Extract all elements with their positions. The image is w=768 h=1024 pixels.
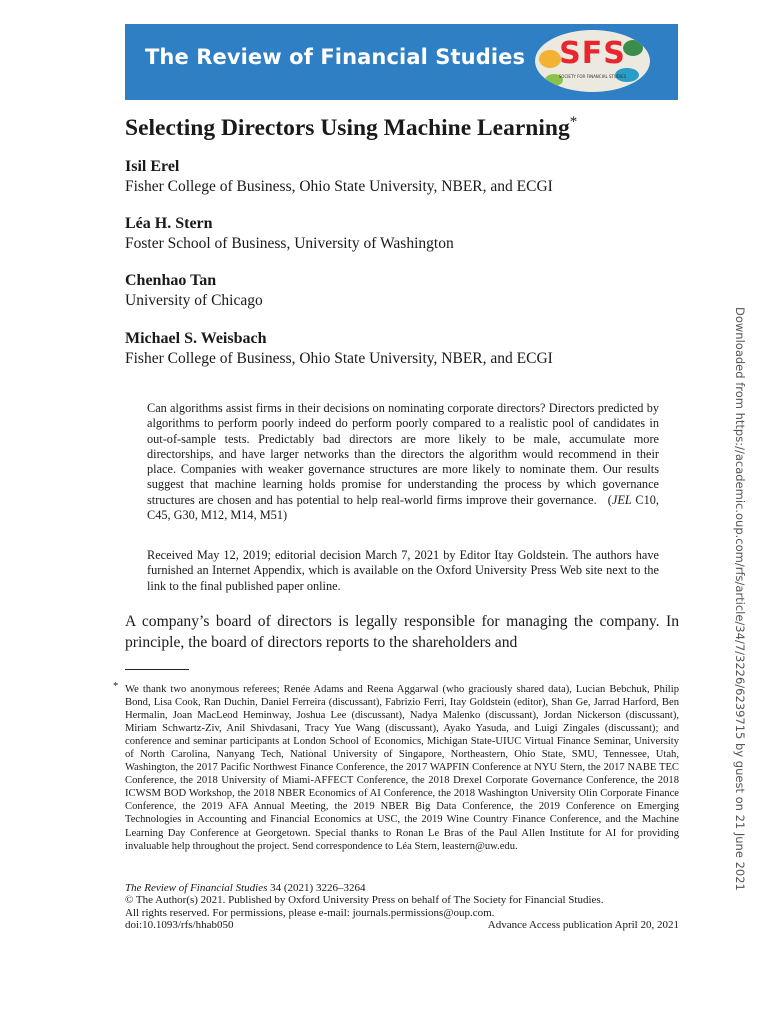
author-name: Michael S. Weisbach — [125, 330, 267, 347]
title-footnote-mark: * — [569, 114, 578, 130]
logo-text: SFS — [559, 36, 626, 71]
copyright-line: © The Author(s) 2021. Published by Oxford University Press on behalf of The Society for Financial Studies. — [125, 894, 604, 907]
intro-paragraph: A company’s board of directors is legally responsible for managing the company. In principle, the board of directors reports to the shareholders and — [125, 613, 679, 651]
author-affiliation: Foster School of Business, University of Washington — [125, 235, 454, 252]
publication-info — [125, 882, 679, 932]
author-affiliation: Fisher College of Business, Ohio State University, NBER, and ECGI — [125, 178, 553, 195]
author-name: Léa H. Stern — [125, 215, 213, 232]
journal-banner — [125, 24, 678, 100]
author-name: Isil Erel — [125, 158, 180, 175]
footnote-divider — [125, 669, 189, 670]
author-affiliation: University of Chicago — [125, 292, 263, 309]
journal-name: The Review of Financial Studies — [145, 45, 526, 69]
abstract-text: Can algorithms assist firms in their decisions on nominating corporate directors? Directors predicted by algorithms to perform poorly indeed do perform poorly compared to a realistic pool of candidates in out-of-sample tests. Predictably bad directors are more likely to be male, accumulate more directorships, and have larger networks than the directors the algorithm would recommend in their place. Companies with weaker governance structures are more likely to nominate them. Our results suggest that machine learning holds promise for understanding the process by which governance structures are chosen and has potential to help real-world firms improve their governance. — [147, 401, 659, 507]
author-affiliation: Fisher College of Business, Ohio State University, NBER, and ECGI — [125, 350, 553, 367]
article-title — [125, 114, 685, 142]
rights-line: All rights reserved. For permissions, please e-mail: journals.permissions@oup.com. — [125, 906, 495, 919]
sfs-logo — [535, 30, 650, 92]
jel-label: JEL — [611, 492, 632, 507]
logo-subtext: SOCIETY FOR FINANCIAL STUDIES — [558, 74, 627, 79]
title-text: Selecting Directors Using Machine Learning — [125, 114, 570, 141]
abstract: Can algorithms assist firms in their decisions on nominating corporate directors? Directors predicted by algorithms to perform poorly indeed do perform poorly compared to a realistic pool of candidates in out-of-sample tests. Predictably bad directors are more likely to be male, accumulate more directorships, and have larger networks than the directors the algorithm would recommend in their place. Companies with weaker governance structures are more likely to nominate them. Our results suggest that machine learning holds promise for understanding the process by which governance structures are chosen and has potential to help real-world firms improve their governance. (JEL C10, C45, G30, M12, M14, M51) — [147, 401, 659, 522]
journal-italic: The Review of Financial Studies — [125, 882, 268, 894]
citation-line — [125, 882, 679, 894]
received-note: Received May 12, 2019; editorial decision March 7, 2021 by Editor Itay Goldstein. The authors have furnished an Internet Appendix, which is available on the Oxford University Press Web site next to the link to the final published paper online. — [147, 548, 659, 593]
footnote-mark: * — [113, 681, 119, 692]
doi: doi:10.1093/rfs/hhab050 — [125, 919, 234, 932]
acknowledgements-footnote: We thank two anonymous referees; Renée Adams and Reena Aggarwal (who graciously shared data), Lucian Bebchuk, Philip Bond, Lisa Cook, Ran Duchin, Daniel Ferreira (discussant), Fabrizio Ferri, Itay Goldstein (editor), Shan Ge, Jarrad Harford, Ben Hermalin, Joan MacLeod Heminway, Joshua Lee (discussant), Nadya Malenko (discussant), Jordan Nickerson (discussant), Miriam Schwartz-Ziv, Anil Shivdasani, Tracy Yue Wang (discussant), Ayako Yasuda, and Luigi Zingales (discussant); and conference and seminar participants at London School of Economics, Michigan State-UIUC Virtual Finance Seminar, University of North Carolina, Nanyang Tech, National University of Singapore, Northeastern, Ohio State, SMU, Tennessee, Utah, Washington, the 2017 Pacific Northwest Finance Conference, the 2017 WAPFIN Conference at NYU Stern, the 2017 NABE TEC Conference, the 2018 University of Miami-AFFECT Conference, the 2018 Drexel Corporate Governance Conference, the 2018 ICWSM BOD Workshop, the 2018 NBER Economics of AI Conference, the 2018 Washington University Olin Corporate Finance Conference, the 2019 AFA Annual Meeting, the 2019 NBER Big Data Conference, the 2019 Conference on Emerging Technologies in Accounting and Financial Economics at USC, the 2019 Wine Country Finance Conference, and the Machine Learning Day Conference at Georgetown. Special thanks to Ronan Le Bras of the Paul Allen Institute for AI for providing invaluable help throughout the project. Send correspondence to Léa Stern, leastern@uw.edu. — [125, 684, 679, 852]
advance-access: Advance Access publication April 20, 2021 — [487, 919, 679, 932]
author-name: Chenhao Tan — [125, 272, 217, 289]
doi-line — [125, 919, 679, 931]
citation: 34 (2021) 3226–3264 — [267, 882, 366, 894]
jel-codes: C10, C45, G30, M12, M14, M51) — [147, 492, 659, 522]
download-watermark: Downloaded from https://academic.oup.com/rfs/article/34/7/3226/6239715 by guest on 21 June 2021 — [733, 307, 747, 891]
